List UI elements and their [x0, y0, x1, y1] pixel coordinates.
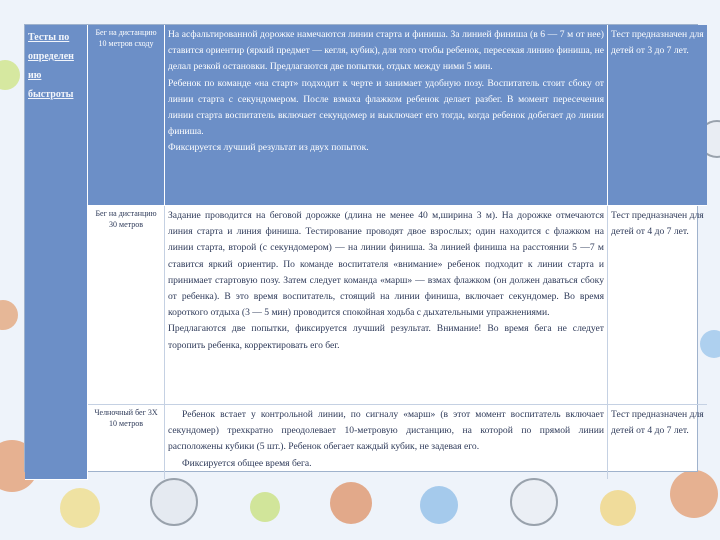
test-name-cell [88, 25, 165, 206]
test-purpose: Тест предназначен для детей от 4 до 7 лет. [611, 210, 704, 238]
section-title-line[interactable]: быстроты [28, 89, 74, 100]
beach-ball-icon [420, 486, 458, 524]
description-paragraph: Ребенок встает у контрольной линии, по сигналу «марш» (в этот момент воспитатель включает секундомер) трехкратно преодолевает 10-метровую дистанцию, на которой по прямой линии расположены кубики (5 шт.). Ребенок обегает каждый кубик, не задевая его. [168, 409, 604, 453]
soccer-ball-icon [510, 478, 558, 526]
section-title-line[interactable]: Тесты по [28, 32, 70, 43]
volleyball-icon [60, 488, 100, 528]
fitness-tests-table [24, 24, 704, 472]
tests-table [25, 25, 707, 480]
soccer-ball-icon [150, 478, 198, 526]
test-name: Бег на дистанцию 30 метров [95, 209, 157, 229]
test-name: Бег на дистанцию 10 метров сходу [95, 28, 157, 48]
description-paragraph: Ребенок по команде «на старт» подходит к черте и занимает удобную позу. Воспитатель стоит сбоку от линии старта с секундомером. После взмаха флажком ребенок делает разбег. В момент пересечения линии старта воспитатель включает секундомер и выключает его тогда, когда ребенок добегает до линии финиша. [168, 77, 604, 138]
description-paragraph: Фиксируется общее время бега. [182, 457, 312, 469]
test-description-cell [165, 405, 608, 480]
basketball-icon [330, 482, 372, 524]
test-name: Челночный бег 3Х 10 метров [94, 408, 158, 428]
section-title-cell [25, 25, 88, 479]
test-purpose: Тест предназначен для детей от 4 до 7 лет. [611, 409, 704, 437]
description-paragraph: На асфальтированной дорожке намечаются линии старта и финиша. За линией финиша (в 6 — 7 м от нее) ставится ориентир (яркий предмет — кегля, кубик), для того чтобы ребенок, пересекая линию финиша, не делал резкой остановки. Предлагаются две попытки, отдых между ними 5 мин. [168, 29, 604, 73]
description-paragraph: Фиксируется лучший результат из двух попыток. [168, 142, 369, 154]
tennis-ball-icon [0, 60, 20, 90]
test-purpose-cell [608, 206, 708, 405]
test-name-cell [88, 405, 165, 480]
test-description-cell [165, 206, 608, 405]
table-row [25, 206, 707, 405]
tennis-ball-icon [250, 492, 280, 522]
description-paragraph: Предлагаются две попытки, фиксируется лучший результат. Внимание! Во время бега не следует торопить ребенка, корректировать его бег. [168, 323, 604, 351]
test-description-cell [165, 25, 608, 206]
section-title-line[interactable]: определен [28, 51, 74, 62]
test-purpose: Тест предназначен для детей от 3 до 7 лет. [611, 29, 704, 57]
test-name-cell [88, 206, 165, 405]
description-paragraph: Задание проводится на беговой дорожке (длина не менее 40 м,ширина 3 м). На дорожке отмечаются линия старта и линия финиша. Тестирование проводят двое взрослых; один находится с флажком на линии старта, второй (с секундомером) — на линии финиша. За линией финиша на расстоянии 5 —7 м ставится яркий ориентир. По команде воспитателя «внимание» ребенок подходит к линии старта и принимает стартовую позу. Затем следует команда «марш» — взмах флажком (он должен даваться сбоку от ребенка). В это время воспитатель, стоящий на линии финиша, включает секундомер. Во время короткого отдыха (3 — 5 мин) проводится спокойная ходьба с дыхательными упражнениями. [168, 210, 604, 319]
table-row [25, 405, 707, 480]
section-title-line[interactable]: ию [28, 70, 42, 81]
basketball-icon [0, 300, 18, 330]
table-row [25, 25, 707, 206]
test-purpose-cell [608, 25, 708, 206]
test-purpose-cell [608, 405, 708, 480]
volleyball-icon [600, 490, 636, 526]
